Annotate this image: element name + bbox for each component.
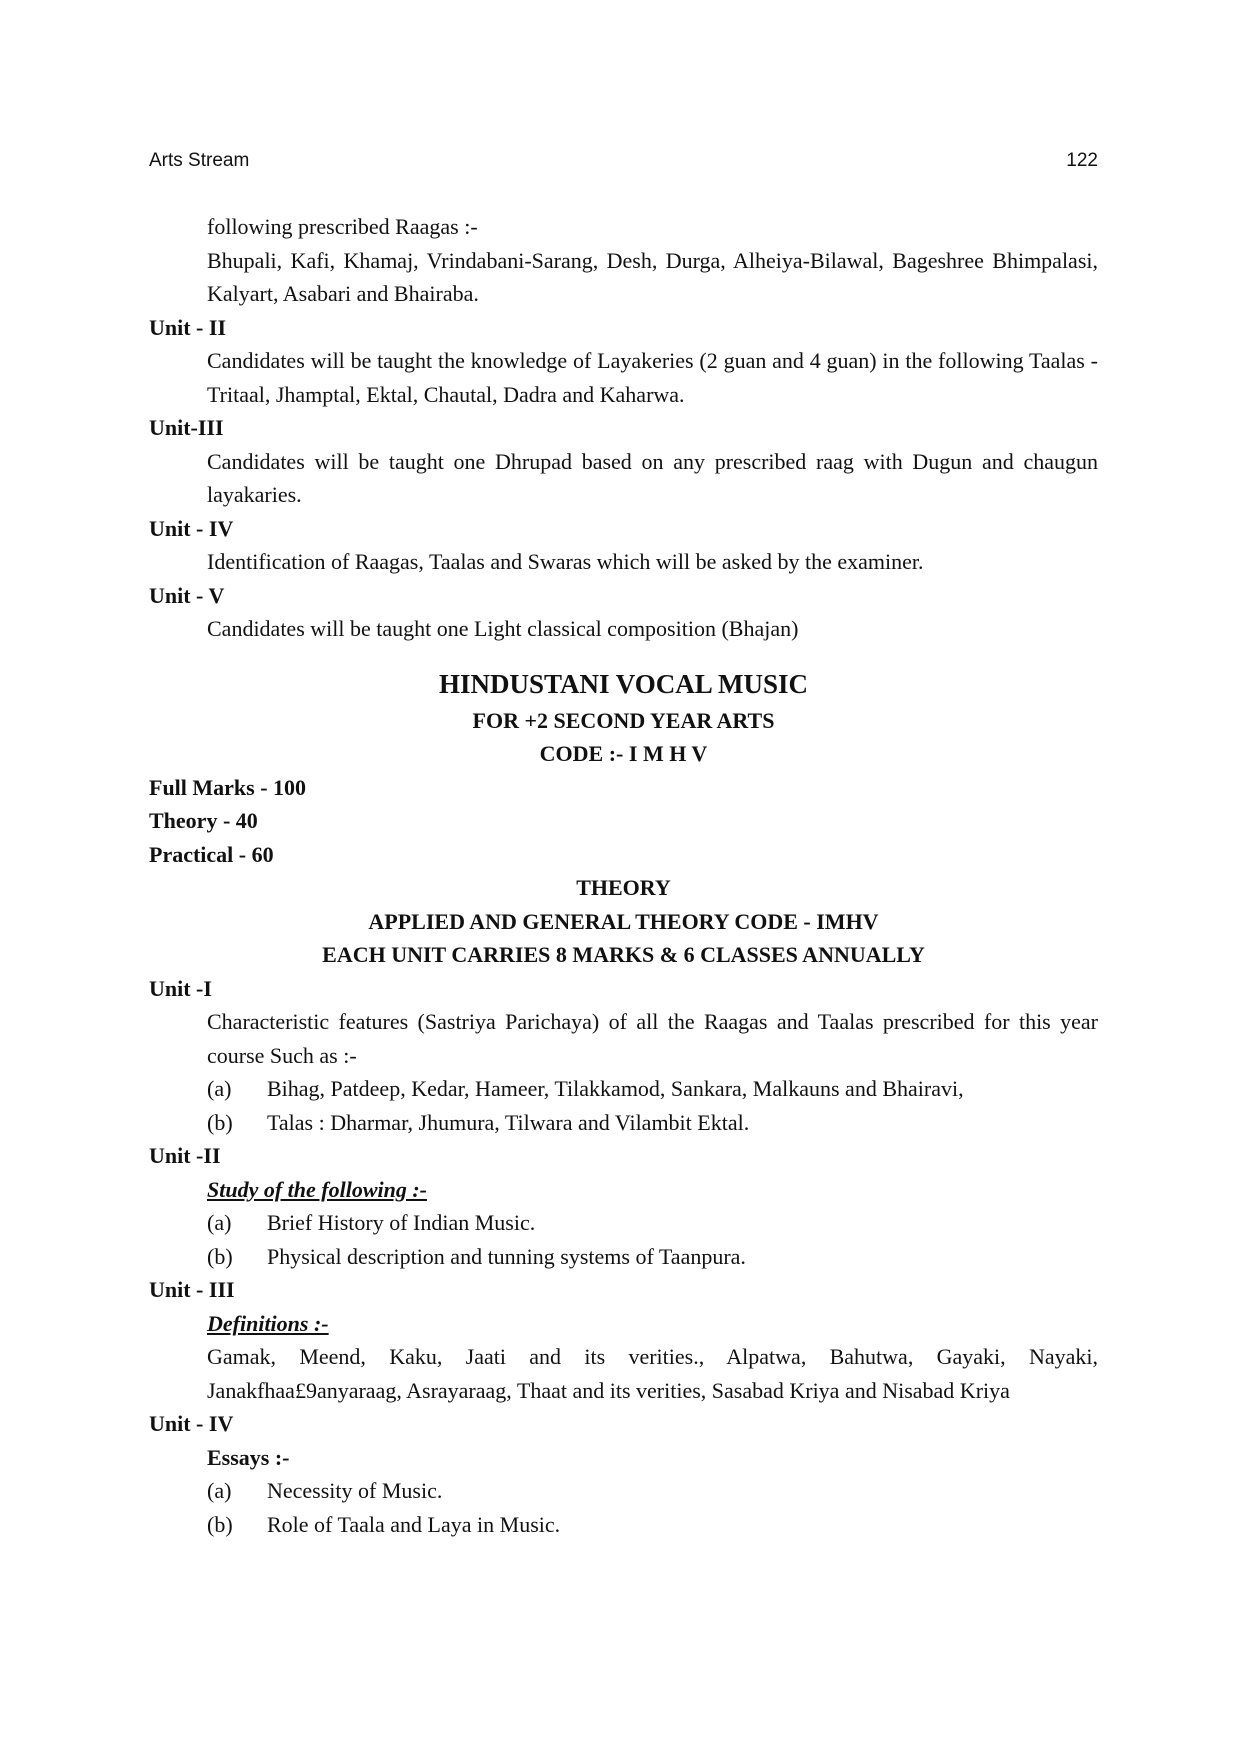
page-content: [149, 210, 1098, 1541]
list-text: Brief History of Indian Music.: [267, 1210, 536, 1235]
list-text: Talas : Dharmar, Jhumura, Tilwara and Vilambit Ektal.: [267, 1109, 750, 1135]
unit-2-text: Candidates will be taught the knowledge of Layakeries (2 guan and 4 guan) in the following Taalas - Tritaal, Jhamptal, Ektal, Chautal, Dadra and Kaharwa.: [207, 348, 1098, 407]
page-number: 122: [1066, 150, 1098, 171]
running-head: Arts Stream: [149, 150, 250, 171]
theory-unit-1-text: Characteristic features (Sastriya Parichaya) of all the Raagas and Taalas prescribed for this year course Such as :-: [207, 1009, 1098, 1068]
list-marker: (a): [207, 1210, 232, 1235]
full-marks: Full Marks - 100: [149, 774, 307, 800]
prescribed-raagas-intro: following prescribed Raagas :-: [207, 214, 478, 239]
essays-heading: Essays :-: [207, 1444, 290, 1470]
list-text: Necessity of Music.: [267, 1478, 443, 1503]
page-header: [149, 150, 1098, 180]
definitions-line-1: Gamak, Meend, Kaku, Jaati and its verities., Alpatwa, Bahutwa, Gayaki, Nayaki,: [207, 1344, 1098, 1369]
unit-3-text: Candidates will be taught one Dhrupad based on any prescribed raag with Dugun and chaugun layakaries.: [207, 448, 1098, 507]
unit-3-label: Unit-III: [149, 415, 224, 440]
definitions-heading: Definitions :-: [207, 1310, 329, 1336]
unit-2-label: Unit - II: [149, 314, 227, 340]
list-item: [149, 1072, 1098, 1106]
list-marker: (b): [207, 1109, 233, 1135]
list-item: [149, 1508, 1098, 1542]
unit-4-label: Unit - IV: [149, 515, 234, 541]
section-code: CODE :- I M H V: [539, 741, 708, 766]
study-heading: Study of the following :-: [207, 1176, 428, 1202]
list-text: Bihag, Patdeep, Kedar, Hameer, Tilakkamod, Sankara, Malkauns and Bhairavi,: [267, 1076, 964, 1101]
section-subtitle: FOR +2 SECOND YEAR ARTS: [472, 707, 775, 733]
unit-4-text: Identification of Raagas, Taalas and Swaras which will be asked by the examiner.: [207, 549, 924, 574]
definitions-line-2: Janakfhaa£9anyaraag, Asrayaraag, Thaat and its verities, Sasabad Kriya and Nisabad Kriya: [207, 1377, 1010, 1403]
theory-unit-3-label: Unit - III: [149, 1277, 235, 1302]
section-title: HINDUSTANI VOCAL MUSIC: [438, 668, 809, 699]
unit-5-label: Unit - V: [149, 582, 225, 608]
practical-marks: Practical - 60: [149, 841, 274, 867]
list-marker: (b): [207, 1511, 233, 1537]
list-text: Physical description and tunning systems of Taanpura.: [267, 1243, 746, 1269]
theory-marks: Theory - 40: [149, 808, 258, 833]
unit-5-text: Candidates will be taught one Light classical composition (Bhajan): [207, 616, 799, 641]
list-marker: (b): [207, 1243, 233, 1269]
applied-theory-heading: APPLIED AND GENERAL THEORY CODE - IMHV: [368, 908, 879, 934]
theory-unit-2-label: Unit -II: [149, 1143, 221, 1168]
list-item: [149, 1474, 1098, 1508]
list-marker: (a): [207, 1076, 232, 1101]
list-text: Role of Taala and Laya in Music.: [267, 1511, 561, 1537]
theory-unit-4-label: Unit - IV: [149, 1411, 234, 1436]
list-marker: (a): [207, 1478, 232, 1503]
each-unit-heading: EACH UNIT CARRIES 8 MARKS & 6 CLASSES ANNUALLY: [322, 942, 925, 967]
list-item: [149, 1106, 1098, 1140]
prescribed-raagas-list: Bhupali, Kafi, Khamaj, Vrindabani-Sarang, Desh, Durga, Alheiya-Bilawal, Bageshree Bhimpalasi, Kalyart, Asabari and Bhairaba.: [207, 247, 1098, 306]
list-item: [149, 1240, 1098, 1274]
list-item: [149, 1206, 1098, 1240]
theory-heading: THEORY: [576, 875, 671, 900]
theory-unit-1-label: Unit -I: [149, 975, 212, 1001]
